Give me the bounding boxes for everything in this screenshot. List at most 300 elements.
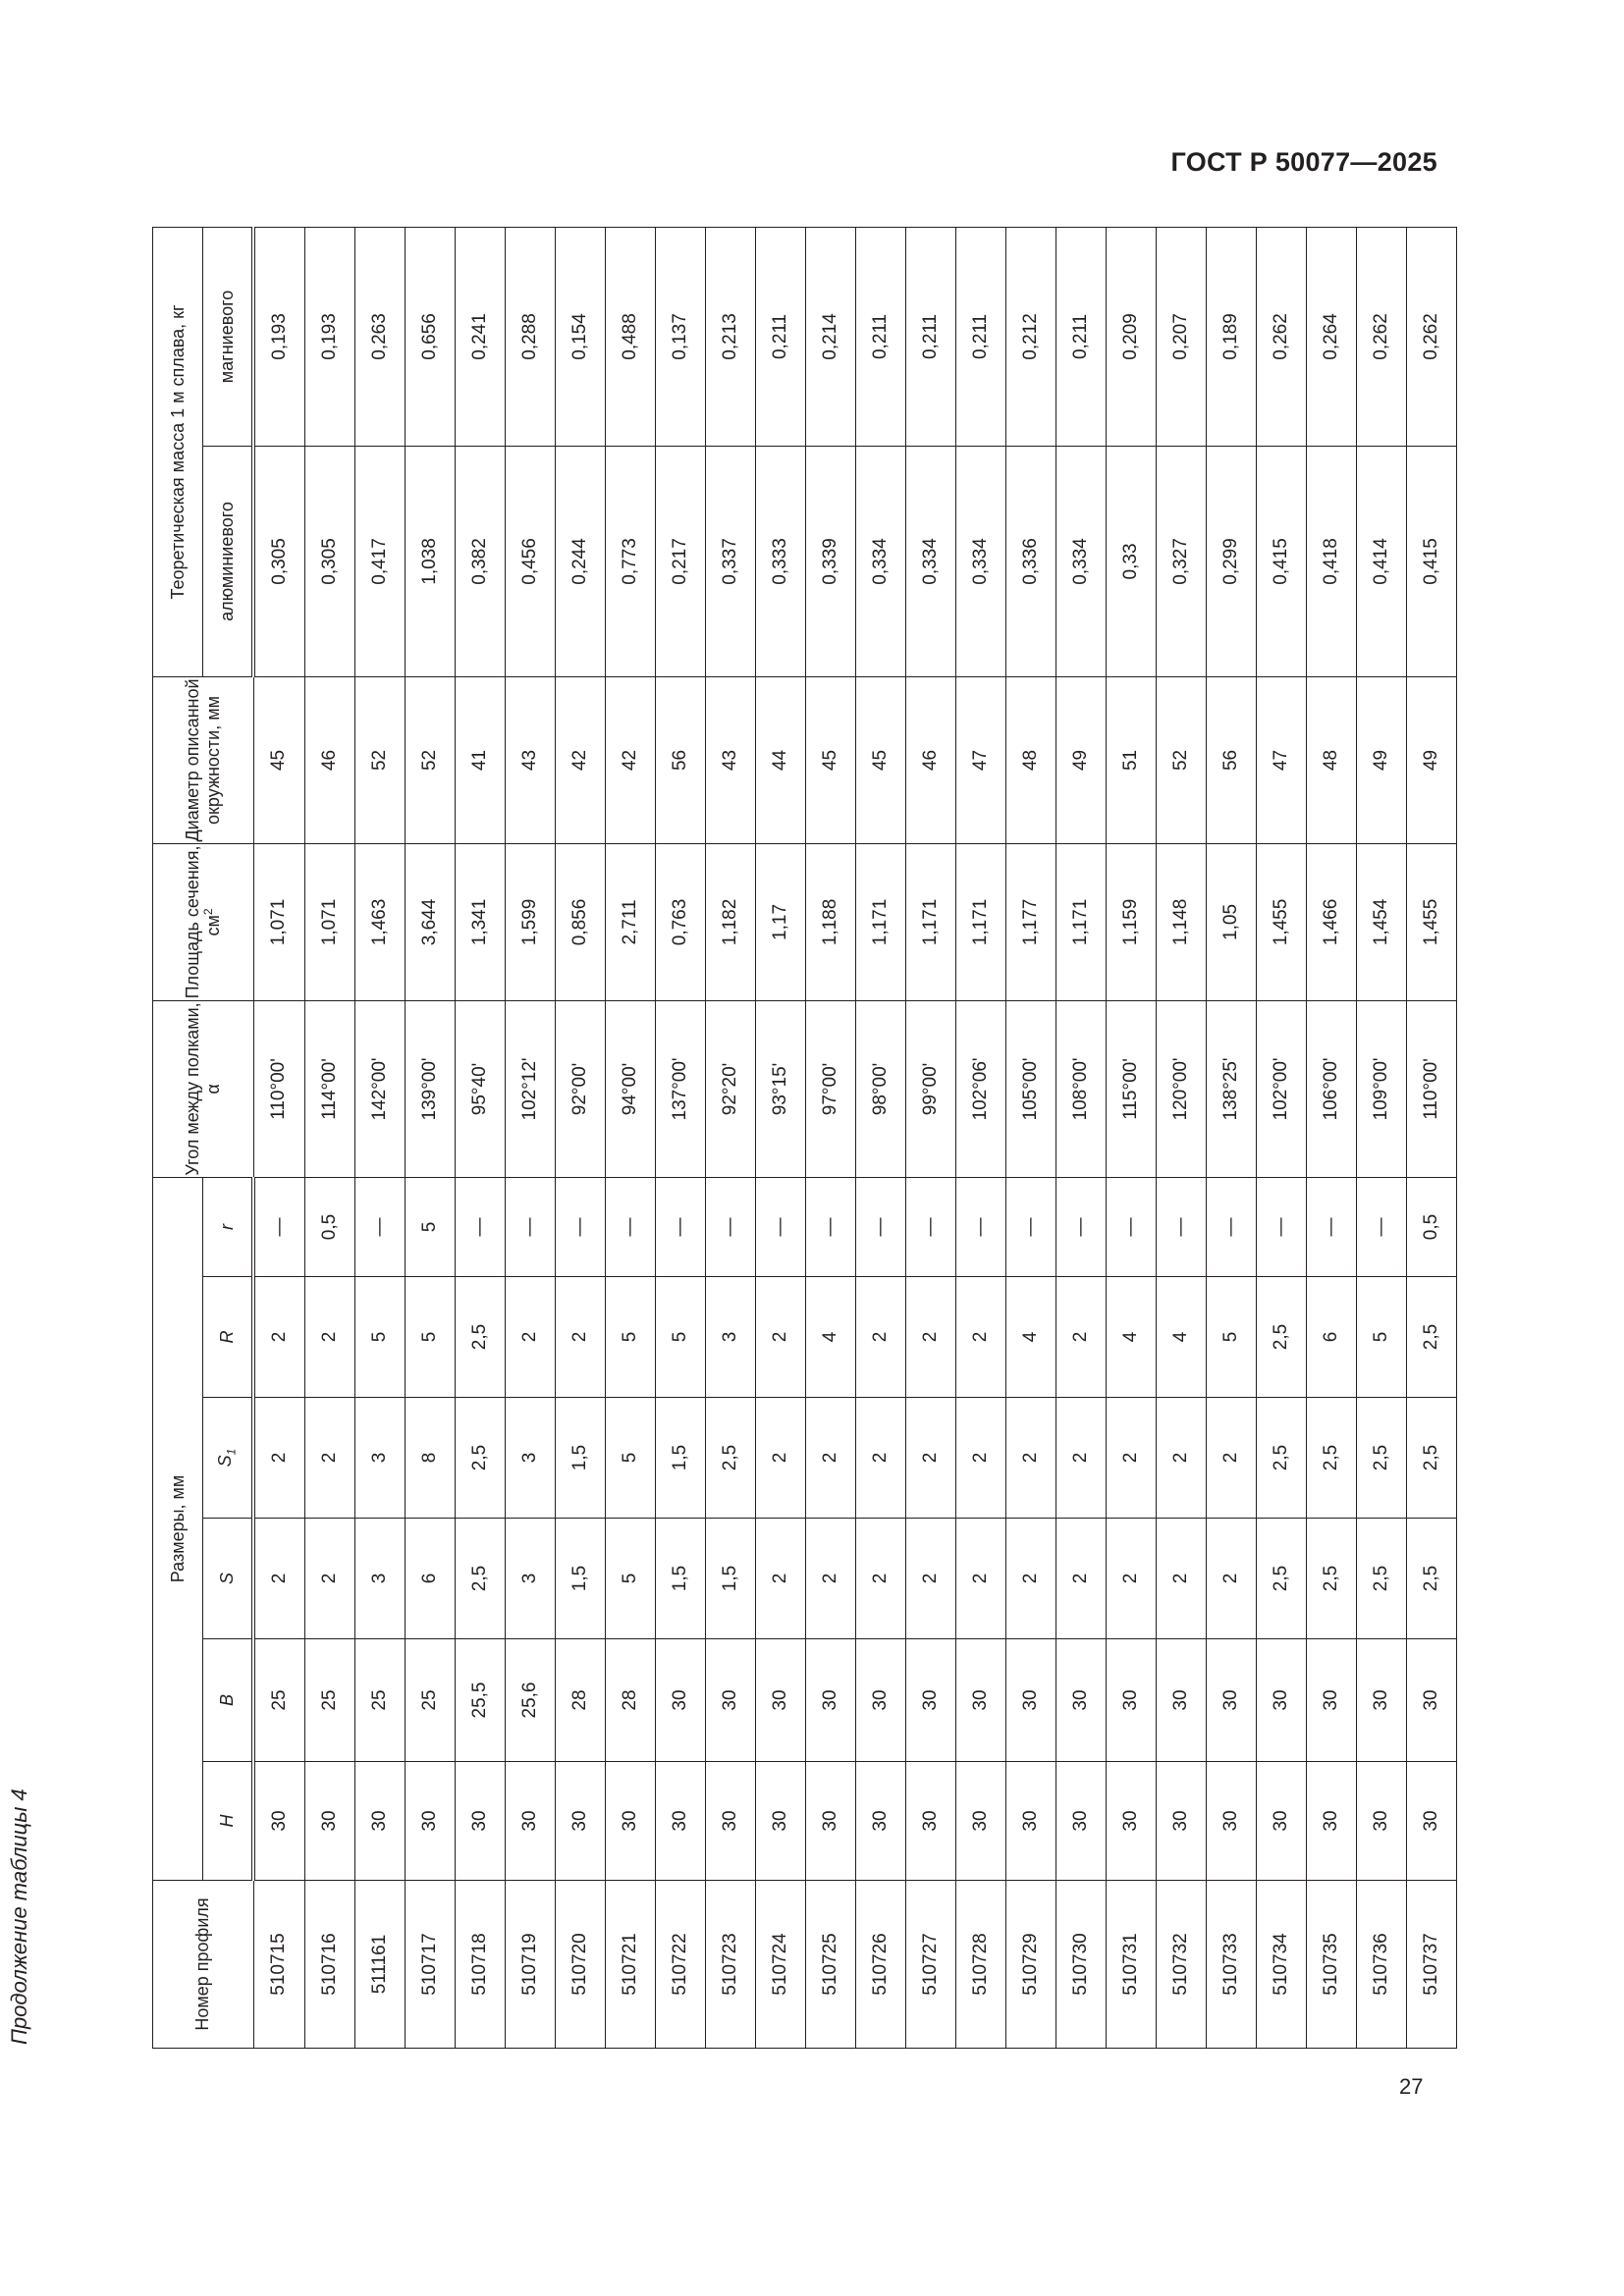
cell-magnesium: 0,209 bbox=[1107, 227, 1157, 446]
cell-area: 2,711 bbox=[606, 843, 656, 1000]
header-mass-group: Теоретическая масса 1 м сплава, кг bbox=[153, 227, 203, 676]
cell-s: 2,5 bbox=[1257, 1519, 1307, 1639]
cell-h: 30 bbox=[355, 1762, 406, 1881]
cell-area: 0,856 bbox=[556, 843, 606, 1000]
table-row bbox=[656, 227, 706, 2048]
cell-profile-no: 510717 bbox=[406, 1881, 456, 2049]
cell-profile-no: 510730 bbox=[1056, 1881, 1107, 2049]
cell-h: 30 bbox=[1107, 1762, 1157, 1881]
cell-h: 30 bbox=[305, 1762, 355, 1881]
cell-magnesium: 0,288 bbox=[506, 227, 556, 446]
cell-s: 2,5 bbox=[1307, 1519, 1357, 1639]
cell-r: — bbox=[1207, 1177, 1257, 1276]
cell-r: 2,5 bbox=[456, 1277, 506, 1398]
cell-profile-no: 510721 bbox=[606, 1881, 656, 2049]
cell-angle: 120°00' bbox=[1157, 1000, 1207, 1177]
cell-profile-no: 510732 bbox=[1157, 1881, 1207, 2049]
cell-s1: 2 bbox=[856, 1398, 906, 1519]
cell-s: 2 bbox=[1056, 1519, 1107, 1639]
cell-s: 2 bbox=[1006, 1519, 1056, 1639]
cell-diameter: 43 bbox=[706, 676, 756, 843]
cell-s: 2 bbox=[1207, 1519, 1257, 1639]
table-row bbox=[355, 227, 406, 2048]
table-body bbox=[253, 227, 1457, 2048]
cell-r: 0,5 bbox=[305, 1177, 355, 1276]
cell-b: 30 bbox=[1207, 1639, 1257, 1762]
header-S1-base: S bbox=[215, 1455, 236, 1468]
cell-b: 30 bbox=[1006, 1639, 1056, 1762]
table-row bbox=[1307, 227, 1357, 2048]
table-row bbox=[1207, 227, 1257, 2048]
cell-r: 4 bbox=[1157, 1277, 1207, 1398]
cell-h: 30 bbox=[806, 1762, 856, 1881]
cell-r: — bbox=[355, 1177, 406, 1276]
table-row bbox=[1056, 227, 1107, 2048]
cell-r: 5 bbox=[606, 1277, 656, 1398]
cell-aluminum: 0,327 bbox=[1157, 446, 1207, 676]
table-row bbox=[456, 227, 506, 2048]
table-row bbox=[606, 227, 656, 2048]
cell-aluminum: 0,417 bbox=[355, 446, 406, 676]
header-r: r bbox=[203, 1177, 254, 1276]
cell-r: — bbox=[1307, 1177, 1357, 1276]
cell-profile-no: 510728 bbox=[956, 1881, 1006, 2049]
cell-diameter: 45 bbox=[253, 676, 305, 843]
cell-aluminum: 0,415 bbox=[1257, 446, 1307, 676]
cell-aluminum: 0,414 bbox=[1357, 446, 1407, 676]
document-code: ГОСТ Р 50077—2025 bbox=[1170, 147, 1437, 177]
cell-diameter: 56 bbox=[656, 676, 706, 843]
header-aluminum: алюминиевого bbox=[203, 446, 254, 676]
cell-r: 2 bbox=[956, 1277, 1006, 1398]
cell-diameter: 52 bbox=[355, 676, 406, 843]
cell-r: 4 bbox=[806, 1277, 856, 1398]
header-S1-sub: 1 bbox=[224, 1448, 239, 1456]
cell-s1: 3 bbox=[506, 1398, 556, 1519]
cell-magnesium: 0,262 bbox=[1407, 227, 1457, 446]
cell-h: 30 bbox=[456, 1762, 506, 1881]
cell-r: — bbox=[253, 1177, 305, 1276]
cell-r: 2 bbox=[906, 1277, 956, 1398]
cell-s1: 5 bbox=[606, 1398, 656, 1519]
cell-r: 5 bbox=[355, 1277, 406, 1398]
cell-h: 30 bbox=[1307, 1762, 1357, 1881]
cell-aluminum: 0,217 bbox=[656, 446, 706, 676]
cell-r: — bbox=[506, 1177, 556, 1276]
cell-area: 1,171 bbox=[856, 843, 906, 1000]
cell-s: 2 bbox=[253, 1519, 305, 1639]
cell-h: 30 bbox=[253, 1762, 305, 1881]
cell-b: 30 bbox=[956, 1639, 1006, 1762]
cell-s: 5 bbox=[606, 1519, 656, 1639]
table-row bbox=[1107, 227, 1157, 2048]
cell-profile-no: 510735 bbox=[1307, 1881, 1357, 2049]
cell-diameter: 48 bbox=[1307, 676, 1357, 843]
table-container bbox=[152, 228, 1443, 2049]
cell-area: 1,455 bbox=[1407, 843, 1457, 1000]
cell-b: 30 bbox=[706, 1639, 756, 1762]
cell-area: 1,171 bbox=[906, 843, 956, 1000]
cell-s: 2 bbox=[1107, 1519, 1157, 1639]
cell-angle: 110°00' bbox=[1407, 1000, 1457, 1177]
cell-s: 2 bbox=[956, 1519, 1006, 1639]
cell-aluminum: 0,305 bbox=[253, 446, 305, 676]
cell-b: 30 bbox=[1357, 1639, 1407, 1762]
cell-s1: 2 bbox=[806, 1398, 856, 1519]
table-row bbox=[1157, 227, 1207, 2048]
cell-r: — bbox=[1257, 1177, 1307, 1276]
cell-profile-no: 510720 bbox=[556, 1881, 606, 2049]
cell-r: — bbox=[1056, 1177, 1107, 1276]
cell-h: 30 bbox=[1357, 1762, 1407, 1881]
cell-r: 5 bbox=[1207, 1277, 1257, 1398]
cell-s: 2,5 bbox=[456, 1519, 506, 1639]
cell-aluminum: 0,773 bbox=[606, 446, 656, 676]
cell-diameter: 52 bbox=[406, 676, 456, 843]
cell-magnesium: 0,264 bbox=[1307, 227, 1357, 446]
cell-profile-no: 510719 bbox=[506, 1881, 556, 2049]
cell-s: 3 bbox=[506, 1519, 556, 1639]
cell-s: 2 bbox=[305, 1519, 355, 1639]
cell-area: 1,159 bbox=[1107, 843, 1157, 1000]
cell-r: 2 bbox=[305, 1277, 355, 1398]
cell-s1: 2 bbox=[253, 1398, 305, 1519]
cell-b: 28 bbox=[556, 1639, 606, 1762]
cell-diameter: 44 bbox=[756, 676, 806, 843]
header-S: S bbox=[203, 1519, 254, 1639]
cell-diameter: 45 bbox=[806, 676, 856, 843]
cell-s: 2,5 bbox=[1407, 1519, 1457, 1639]
cell-s1: 2 bbox=[305, 1398, 355, 1519]
table-row bbox=[253, 227, 305, 2048]
cell-s1: 2,5 bbox=[1257, 1398, 1307, 1519]
profiles-table bbox=[152, 227, 1457, 2049]
cell-h: 30 bbox=[906, 1762, 956, 1881]
cell-angle: 109°00' bbox=[1357, 1000, 1407, 1177]
cell-diameter: 47 bbox=[956, 676, 1006, 843]
cell-s1: 2 bbox=[1207, 1398, 1257, 1519]
cell-s: 6 bbox=[406, 1519, 456, 1639]
table-row bbox=[406, 227, 456, 2048]
cell-b: 30 bbox=[806, 1639, 856, 1762]
cell-b: 25,6 bbox=[506, 1639, 556, 1762]
cell-s: 1,5 bbox=[656, 1519, 706, 1639]
table-caption: Продолжение таблицы 4 bbox=[7, 1789, 31, 2045]
cell-r: 5 bbox=[406, 1277, 456, 1398]
cell-angle: 108°00' bbox=[1056, 1000, 1107, 1177]
cell-r: 4 bbox=[1006, 1277, 1056, 1398]
cell-b: 30 bbox=[906, 1639, 956, 1762]
cell-diameter: 47 bbox=[1257, 676, 1307, 843]
cell-aluminum: 0,33 bbox=[1107, 446, 1157, 676]
page-number: 27 bbox=[1399, 2074, 1424, 2099]
cell-area: 1,177 bbox=[1006, 843, 1056, 1000]
cell-aluminum: 0,337 bbox=[706, 446, 756, 676]
cell-magnesium: 0,213 bbox=[706, 227, 756, 446]
cell-r: 2 bbox=[556, 1277, 606, 1398]
cell-b: 30 bbox=[1056, 1639, 1107, 1762]
cell-angle: 137°00' bbox=[656, 1000, 706, 1177]
cell-profile-no: 510731 bbox=[1107, 1881, 1157, 2049]
cell-r: — bbox=[1157, 1177, 1207, 1276]
cell-r: — bbox=[906, 1177, 956, 1276]
cell-aluminum: 0,334 bbox=[956, 446, 1006, 676]
cell-profile-no: 510726 bbox=[856, 1881, 906, 2049]
cell-diameter: 52 bbox=[1157, 676, 1207, 843]
header-magnesium: магниевого bbox=[203, 227, 254, 446]
cell-magnesium: 0,262 bbox=[1257, 227, 1307, 446]
cell-area: 1,148 bbox=[1157, 843, 1207, 1000]
cell-b: 25 bbox=[253, 1639, 305, 1762]
cell-area: 0,763 bbox=[656, 843, 706, 1000]
cell-area: 1,599 bbox=[506, 843, 556, 1000]
cell-s: 2 bbox=[1157, 1519, 1207, 1639]
cell-magnesium: 0,193 bbox=[305, 227, 355, 446]
cell-magnesium: 0,212 bbox=[1006, 227, 1056, 446]
cell-h: 30 bbox=[956, 1762, 1006, 1881]
table-row bbox=[906, 227, 956, 2048]
cell-diameter: 41 bbox=[456, 676, 506, 843]
table-row bbox=[1357, 227, 1407, 2048]
header-H: H bbox=[203, 1762, 254, 1881]
cell-aluminum: 0,336 bbox=[1006, 446, 1056, 676]
cell-angle: 92°20' bbox=[706, 1000, 756, 1177]
cell-b: 25,5 bbox=[456, 1639, 506, 1762]
table-row bbox=[1006, 227, 1056, 2048]
cell-diameter: 42 bbox=[556, 676, 606, 843]
cell-magnesium: 0,263 bbox=[355, 227, 406, 446]
cell-angle: 102°06' bbox=[956, 1000, 1006, 1177]
cell-s1: 2,5 bbox=[706, 1398, 756, 1519]
cell-s1: 2,5 bbox=[1357, 1398, 1407, 1519]
cell-r: 5 bbox=[656, 1277, 706, 1398]
cell-profile-no: 510734 bbox=[1257, 1881, 1307, 2049]
cell-aluminum: 0,334 bbox=[1056, 446, 1107, 676]
cell-angle: 115°00' bbox=[1107, 1000, 1157, 1177]
cell-aluminum: 0,415 bbox=[1407, 446, 1457, 676]
cell-diameter: 42 bbox=[606, 676, 656, 843]
cell-r: — bbox=[456, 1177, 506, 1276]
cell-s: 1,5 bbox=[556, 1519, 606, 1639]
cell-s1: 1,5 bbox=[656, 1398, 706, 1519]
cell-angle: 142°00' bbox=[355, 1000, 406, 1177]
cell-aluminum: 0,456 bbox=[506, 446, 556, 676]
header-R: R bbox=[203, 1277, 254, 1398]
cell-aluminum: 0,382 bbox=[456, 446, 506, 676]
cell-h: 30 bbox=[1407, 1762, 1457, 1881]
cell-r: — bbox=[856, 1177, 906, 1276]
cell-aluminum: 0,244 bbox=[556, 446, 606, 676]
cell-profile-no: 511161 bbox=[355, 1881, 406, 2049]
table-row bbox=[1257, 227, 1307, 2048]
cell-angle: 110°00' bbox=[253, 1000, 305, 1177]
cell-angle: 92°00' bbox=[556, 1000, 606, 1177]
table-row bbox=[1407, 227, 1457, 2048]
cell-profile-no: 510722 bbox=[656, 1881, 706, 2049]
cell-r: 5 bbox=[406, 1177, 456, 1276]
cell-diameter: 51 bbox=[1107, 676, 1157, 843]
cell-angle: 99°00' bbox=[906, 1000, 956, 1177]
cell-angle: 94°00' bbox=[606, 1000, 656, 1177]
cell-aluminum: 0,333 bbox=[756, 446, 806, 676]
cell-magnesium: 0,189 bbox=[1207, 227, 1257, 446]
cell-r: 2 bbox=[1056, 1277, 1107, 1398]
cell-aluminum: 0,418 bbox=[1307, 446, 1357, 676]
cell-h: 30 bbox=[506, 1762, 556, 1881]
cell-s1: 2,5 bbox=[1307, 1398, 1357, 1519]
cell-area: 1,466 bbox=[1307, 843, 1357, 1000]
cell-s1: 2,5 bbox=[456, 1398, 506, 1519]
cell-magnesium: 0,137 bbox=[656, 227, 706, 446]
table-row bbox=[556, 227, 606, 2048]
cell-magnesium: 0,656 bbox=[406, 227, 456, 446]
cell-magnesium: 0,211 bbox=[856, 227, 906, 446]
cell-b: 30 bbox=[656, 1639, 706, 1762]
cell-r: 2 bbox=[856, 1277, 906, 1398]
cell-b: 25 bbox=[355, 1639, 406, 1762]
cell-r: — bbox=[806, 1177, 856, 1276]
cell-h: 30 bbox=[706, 1762, 756, 1881]
cell-area: 1,171 bbox=[1056, 843, 1107, 1000]
cell-angle: 102°12' bbox=[506, 1000, 556, 1177]
header-area-sup: 2 bbox=[201, 908, 216, 916]
cell-profile-no: 510725 bbox=[806, 1881, 856, 2049]
cell-s1: 1,5 bbox=[556, 1398, 606, 1519]
cell-magnesium: 0,207 bbox=[1157, 227, 1207, 446]
cell-magnesium: 0,193 bbox=[253, 227, 305, 446]
cell-angle: 106°00' bbox=[1307, 1000, 1357, 1177]
cell-s1: 2 bbox=[1056, 1398, 1107, 1519]
cell-b: 30 bbox=[1257, 1639, 1307, 1762]
cell-area: 1,455 bbox=[1257, 843, 1307, 1000]
cell-r: 2 bbox=[756, 1277, 806, 1398]
cell-aluminum: 0,305 bbox=[305, 446, 355, 676]
cell-s1: 2 bbox=[906, 1398, 956, 1519]
cell-s: 2 bbox=[756, 1519, 806, 1639]
cell-h: 30 bbox=[1257, 1762, 1307, 1881]
cell-h: 30 bbox=[556, 1762, 606, 1881]
cell-angle: 98°00' bbox=[856, 1000, 906, 1177]
cell-s: 1,5 bbox=[706, 1519, 756, 1639]
header-angle bbox=[153, 1000, 254, 1177]
cell-h: 30 bbox=[756, 1762, 806, 1881]
cell-aluminum: 0,299 bbox=[1207, 446, 1257, 676]
cell-area: 1,17 bbox=[756, 843, 806, 1000]
cell-area: 1,071 bbox=[253, 843, 305, 1000]
cell-s1: 2 bbox=[956, 1398, 1006, 1519]
cell-profile-no: 510737 bbox=[1407, 1881, 1457, 2049]
header-area-label: Площадь сечения, см bbox=[182, 845, 224, 999]
cell-s1: 8 bbox=[406, 1398, 456, 1519]
cell-diameter: 56 bbox=[1207, 676, 1257, 843]
cell-r: 4 bbox=[1107, 1277, 1157, 1398]
header-dimensions-group: Размеры, мм bbox=[153, 1177, 203, 1880]
cell-diameter: 46 bbox=[305, 676, 355, 843]
cell-area: 1,171 bbox=[956, 843, 1006, 1000]
cell-h: 30 bbox=[656, 1762, 706, 1881]
cell-b: 30 bbox=[1157, 1639, 1207, 1762]
cell-r: — bbox=[1357, 1177, 1407, 1276]
cell-aluminum: 1,038 bbox=[406, 446, 456, 676]
cell-profile-no: 510727 bbox=[906, 1881, 956, 2049]
cell-diameter: 45 bbox=[856, 676, 906, 843]
cell-b: 30 bbox=[1407, 1639, 1457, 1762]
cell-r: — bbox=[656, 1177, 706, 1276]
cell-angle: 114°00' bbox=[305, 1000, 355, 1177]
cell-b: 30 bbox=[1307, 1639, 1357, 1762]
cell-h: 30 bbox=[1157, 1762, 1207, 1881]
cell-r: — bbox=[706, 1177, 756, 1276]
cell-s1: 2 bbox=[1006, 1398, 1056, 1519]
cell-area: 3,644 bbox=[406, 843, 456, 1000]
cell-h: 30 bbox=[406, 1762, 456, 1881]
cell-profile-no: 510723 bbox=[706, 1881, 756, 2049]
cell-magnesium: 0,154 bbox=[556, 227, 606, 446]
cell-h: 30 bbox=[856, 1762, 906, 1881]
cell-r: 2,5 bbox=[1257, 1277, 1307, 1398]
cell-r: — bbox=[756, 1177, 806, 1276]
cell-area: 1,188 bbox=[806, 843, 856, 1000]
table-row bbox=[806, 227, 856, 2048]
cell-angle: 97°00' bbox=[806, 1000, 856, 1177]
table-row bbox=[305, 227, 355, 2048]
cell-aluminum: 0,334 bbox=[906, 446, 956, 676]
cell-r: 2 bbox=[506, 1277, 556, 1398]
cell-r: 0,5 bbox=[1407, 1177, 1457, 1276]
cell-angle: 138°25' bbox=[1207, 1000, 1257, 1177]
cell-angle: 102°00' bbox=[1257, 1000, 1307, 1177]
cell-diameter: 49 bbox=[1407, 676, 1457, 843]
cell-magnesium: 0,488 bbox=[606, 227, 656, 446]
cell-h: 30 bbox=[606, 1762, 656, 1881]
cell-magnesium: 0,211 bbox=[1056, 227, 1107, 446]
cell-area: 1,05 bbox=[1207, 843, 1257, 1000]
cell-s1: 2,5 bbox=[1407, 1398, 1457, 1519]
cell-r: 3 bbox=[706, 1277, 756, 1398]
cell-profile-no: 510716 bbox=[305, 1881, 355, 2049]
cell-b: 25 bbox=[406, 1639, 456, 1762]
cell-b: 30 bbox=[856, 1639, 906, 1762]
cell-b: 25 bbox=[305, 1639, 355, 1762]
header-profile-no: Номер профиля bbox=[153, 1881, 254, 2049]
cell-angle: 105°00' bbox=[1006, 1000, 1056, 1177]
cell-r: — bbox=[1006, 1177, 1056, 1276]
cell-area: 1,182 bbox=[706, 843, 756, 1000]
header-diameter: Диаметр описанной окружности, мм bbox=[153, 676, 254, 843]
header-angle-label: Угол между полками, α bbox=[183, 1002, 223, 1176]
cell-angle: 93°15' bbox=[756, 1000, 806, 1177]
header-B: B bbox=[203, 1639, 254, 1762]
cell-s1: 2 bbox=[1157, 1398, 1207, 1519]
cell-b: 30 bbox=[756, 1639, 806, 1762]
cell-magnesium: 0,211 bbox=[906, 227, 956, 446]
cell-magnesium: 0,211 bbox=[756, 227, 806, 446]
cell-s: 2,5 bbox=[1357, 1519, 1407, 1639]
cell-aluminum: 0,339 bbox=[806, 446, 856, 676]
cell-aluminum: 0,334 bbox=[856, 446, 906, 676]
cell-s: 2 bbox=[806, 1519, 856, 1639]
cell-area: 1,341 bbox=[456, 843, 506, 1000]
cell-magnesium: 0,211 bbox=[956, 227, 1006, 446]
cell-r: 5 bbox=[1357, 1277, 1407, 1398]
cell-diameter: 46 bbox=[906, 676, 956, 843]
cell-angle: 95°40' bbox=[456, 1000, 506, 1177]
cell-area: 1,463 bbox=[355, 843, 406, 1000]
cell-angle: 139°00' bbox=[406, 1000, 456, 1177]
cell-r: — bbox=[606, 1177, 656, 1276]
cell-diameter: 43 bbox=[506, 676, 556, 843]
cell-s1: 2 bbox=[756, 1398, 806, 1519]
